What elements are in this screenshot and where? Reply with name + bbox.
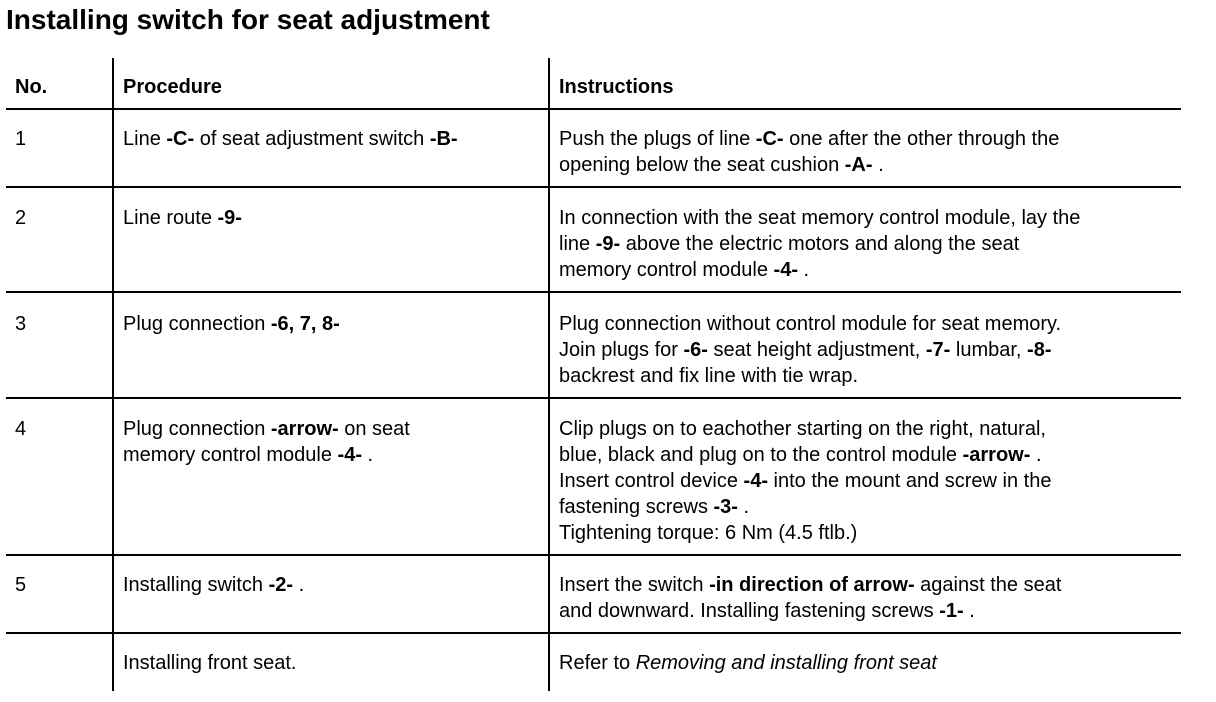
text-segment: lumbar, [950, 339, 1028, 361]
text-line [559, 416, 1174, 442]
procedure-cell [123, 126, 543, 152]
reference-label: -9- [595, 233, 621, 255]
instructions-cell [559, 650, 1174, 676]
text-line [559, 468, 1174, 494]
text-segment: memory control module [123, 444, 338, 466]
reference-label: -4- [773, 259, 798, 281]
reference-label: -6, 7, 8- [270, 313, 340, 335]
reference-label: -4- [337, 444, 362, 466]
text-segment: and downward. Installing fastening screws [559, 600, 940, 622]
text-segment: . [361, 444, 374, 466]
text-segment: blue, black and plug on to the control module [559, 444, 963, 466]
text-segment: . [872, 154, 884, 176]
text-line [123, 572, 543, 598]
text-segment: above the electric motors and along the seat [620, 233, 1020, 255]
text-segment: into the mount and screw in the [767, 470, 1052, 492]
procedure-cell [123, 416, 543, 468]
procedure-cell [123, 205, 543, 231]
text-segment: Line [123, 128, 167, 150]
reference-label: -1- [939, 600, 964, 622]
text-segment: fastening screws [559, 496, 714, 518]
text-segment: line [559, 233, 596, 255]
reference-label: -in direction of arrow- [709, 574, 915, 596]
text-line [123, 650, 543, 676]
instructions-cell [559, 205, 1174, 283]
text-line [559, 337, 1174, 363]
text-segment: one after the other through the [783, 128, 1060, 150]
header-procedure: Procedure [123, 76, 222, 98]
text-line [559, 650, 1174, 676]
reference-label: -C- [755, 128, 784, 150]
instructions-cell [559, 311, 1174, 389]
text-segment: In connection with the seat memory control module, lay the [559, 207, 1081, 229]
text-segment: Plug connection [123, 418, 271, 440]
text-segment: . [737, 496, 750, 518]
text-line [123, 126, 543, 152]
reference-label: -B- [429, 128, 458, 150]
text-line [559, 126, 1174, 152]
reference-label: -C- [166, 128, 195, 150]
text-segment: Installing switch [123, 574, 269, 596]
reference-label: -A- [844, 154, 873, 176]
text-segment: seat height adjustment, [707, 339, 926, 361]
text-segment: Clip plugs on to eachother starting on the right, natural, [559, 418, 1046, 440]
text-segment: . [1030, 444, 1042, 466]
text-segment: . [963, 600, 975, 622]
text-segment: Installing front seat. [123, 652, 297, 674]
reference-label: -4- [743, 470, 768, 492]
step-number: 4 [15, 418, 27, 440]
instructions-cell [559, 126, 1174, 178]
text-line [123, 416, 543, 442]
text-line [559, 494, 1174, 520]
text-segment: of seat adjustment switch [194, 128, 430, 150]
text-segment: . [293, 574, 305, 596]
text-segment: Insert control device [559, 470, 744, 492]
row-divider [6, 632, 1181, 634]
cross-reference: Removing and installing front seat [635, 652, 937, 674]
row-divider [6, 108, 1181, 110]
text-line [559, 231, 1174, 257]
text-line [123, 205, 543, 231]
header-no: No. [15, 76, 48, 98]
reference-label: -6- [683, 339, 708, 361]
text-line [559, 363, 1174, 389]
text-line [559, 205, 1174, 231]
row-divider [6, 554, 1181, 556]
text-line [559, 311, 1174, 337]
text-line [559, 442, 1174, 468]
column-divider [548, 58, 550, 691]
procedure-cell [123, 572, 543, 598]
text-line [559, 257, 1174, 283]
instructions-cell [559, 416, 1174, 546]
row-divider [6, 186, 1181, 188]
text-segment: Tightening torque: 6 Nm (4.5 ftlb.) [559, 522, 858, 544]
step-number: 1 [15, 128, 27, 150]
text-segment: backrest and fix line with tie wrap. [559, 365, 859, 387]
reference-label: -arrow- [270, 418, 339, 440]
step-number: 5 [15, 574, 27, 596]
reference-label: -7- [925, 339, 951, 361]
text-segment: Line route [123, 207, 218, 229]
reference-label: -arrow- [962, 444, 1031, 466]
reference-label: -9- [217, 207, 242, 229]
text-line [123, 442, 543, 468]
procedure-cell [123, 650, 543, 676]
column-divider [112, 58, 114, 691]
procedure-cell [123, 311, 543, 337]
text-segment: on seat [338, 418, 410, 440]
step-number: 3 [15, 313, 27, 335]
text-segment: against the seat [914, 574, 1062, 596]
header-instructions: Instructions [559, 76, 674, 98]
text-segment: . [797, 259, 810, 281]
row-divider [6, 397, 1181, 399]
text-line [559, 152, 1174, 178]
reference-label: -2- [268, 574, 294, 596]
text-line [559, 572, 1174, 598]
text-segment: memory control module [559, 259, 774, 281]
text-segment: Plug connection [123, 313, 271, 335]
text-line [559, 598, 1174, 624]
instructions-cell [559, 572, 1174, 624]
reference-label: -8- [1027, 339, 1052, 361]
text-segment: opening below the seat cushion [559, 154, 845, 176]
step-number: 2 [15, 207, 27, 229]
reference-label: -3- [713, 496, 738, 518]
text-line [559, 520, 1174, 546]
text-segment: Join plugs for [559, 339, 684, 361]
text-segment: Push the plugs of line [559, 128, 756, 150]
text-line [123, 311, 543, 337]
text-segment: Plug connection without control module for seat memory. [559, 313, 1062, 335]
text-segment: Insert the switch [559, 574, 710, 596]
text-segment: Refer to [559, 652, 636, 674]
row-divider [6, 291, 1181, 293]
page-title: Installing switch for seat adjustment [6, 4, 490, 35]
